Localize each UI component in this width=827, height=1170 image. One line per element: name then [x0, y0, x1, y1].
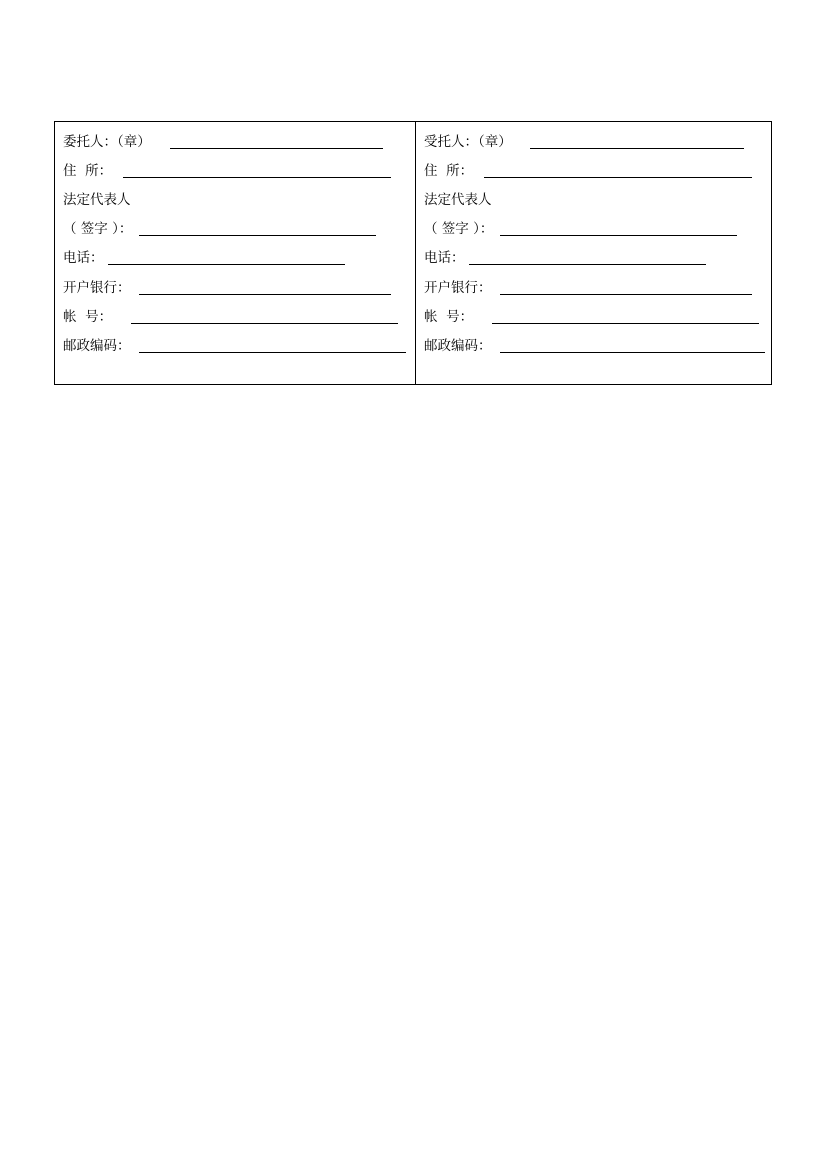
principal-phone-label: 电话：: [63, 250, 104, 266]
principal-phone-blank[interactable]: [108, 264, 345, 265]
principal-column: [55, 122, 416, 384]
agent-rep-label: 法定代表人: [424, 192, 492, 208]
agent-account-label: 帐 号：: [424, 309, 474, 325]
principal-name-blank[interactable]: [170, 148, 383, 149]
principal-sign-blank[interactable]: [139, 235, 376, 236]
principal-account-blank[interactable]: [131, 323, 398, 324]
principal-bank-label: 开户银行：: [63, 280, 131, 296]
signature-table: [54, 121, 772, 385]
agent-phone-blank[interactable]: [469, 264, 706, 265]
principal-address-label: 住 所：: [63, 163, 113, 179]
principal-postcode-blank[interactable]: [139, 352, 406, 353]
agent-sign-label: （ 签字 ）：: [424, 221, 494, 237]
principal-name-label: 委托人：（章）: [63, 134, 151, 150]
agent-address-label: 住 所：: [424, 163, 474, 179]
principal-sign-label: （ 签字 ）：: [63, 221, 133, 237]
agent-postcode-label: 邮政编码：: [424, 338, 492, 354]
agent-bank-blank[interactable]: [500, 294, 752, 295]
principal-account-label: 帐 号：: [63, 309, 113, 325]
principal-rep-label: 法定代表人: [63, 192, 131, 208]
agent-address-blank[interactable]: [484, 177, 752, 178]
principal-postcode-label: 邮政编码：: [63, 338, 131, 354]
agent-phone-label: 电话：: [424, 250, 465, 266]
agent-sign-blank[interactable]: [500, 235, 737, 236]
agent-account-blank[interactable]: [492, 323, 759, 324]
agent-column: [416, 122, 771, 384]
principal-address-blank[interactable]: [123, 177, 391, 178]
agent-name-label: 受托人：（章）: [424, 134, 512, 150]
agent-name-blank[interactable]: [530, 148, 744, 149]
agent-postcode-blank[interactable]: [500, 352, 765, 353]
agent-bank-label: 开户银行：: [424, 280, 492, 296]
principal-bank-blank[interactable]: [139, 294, 391, 295]
